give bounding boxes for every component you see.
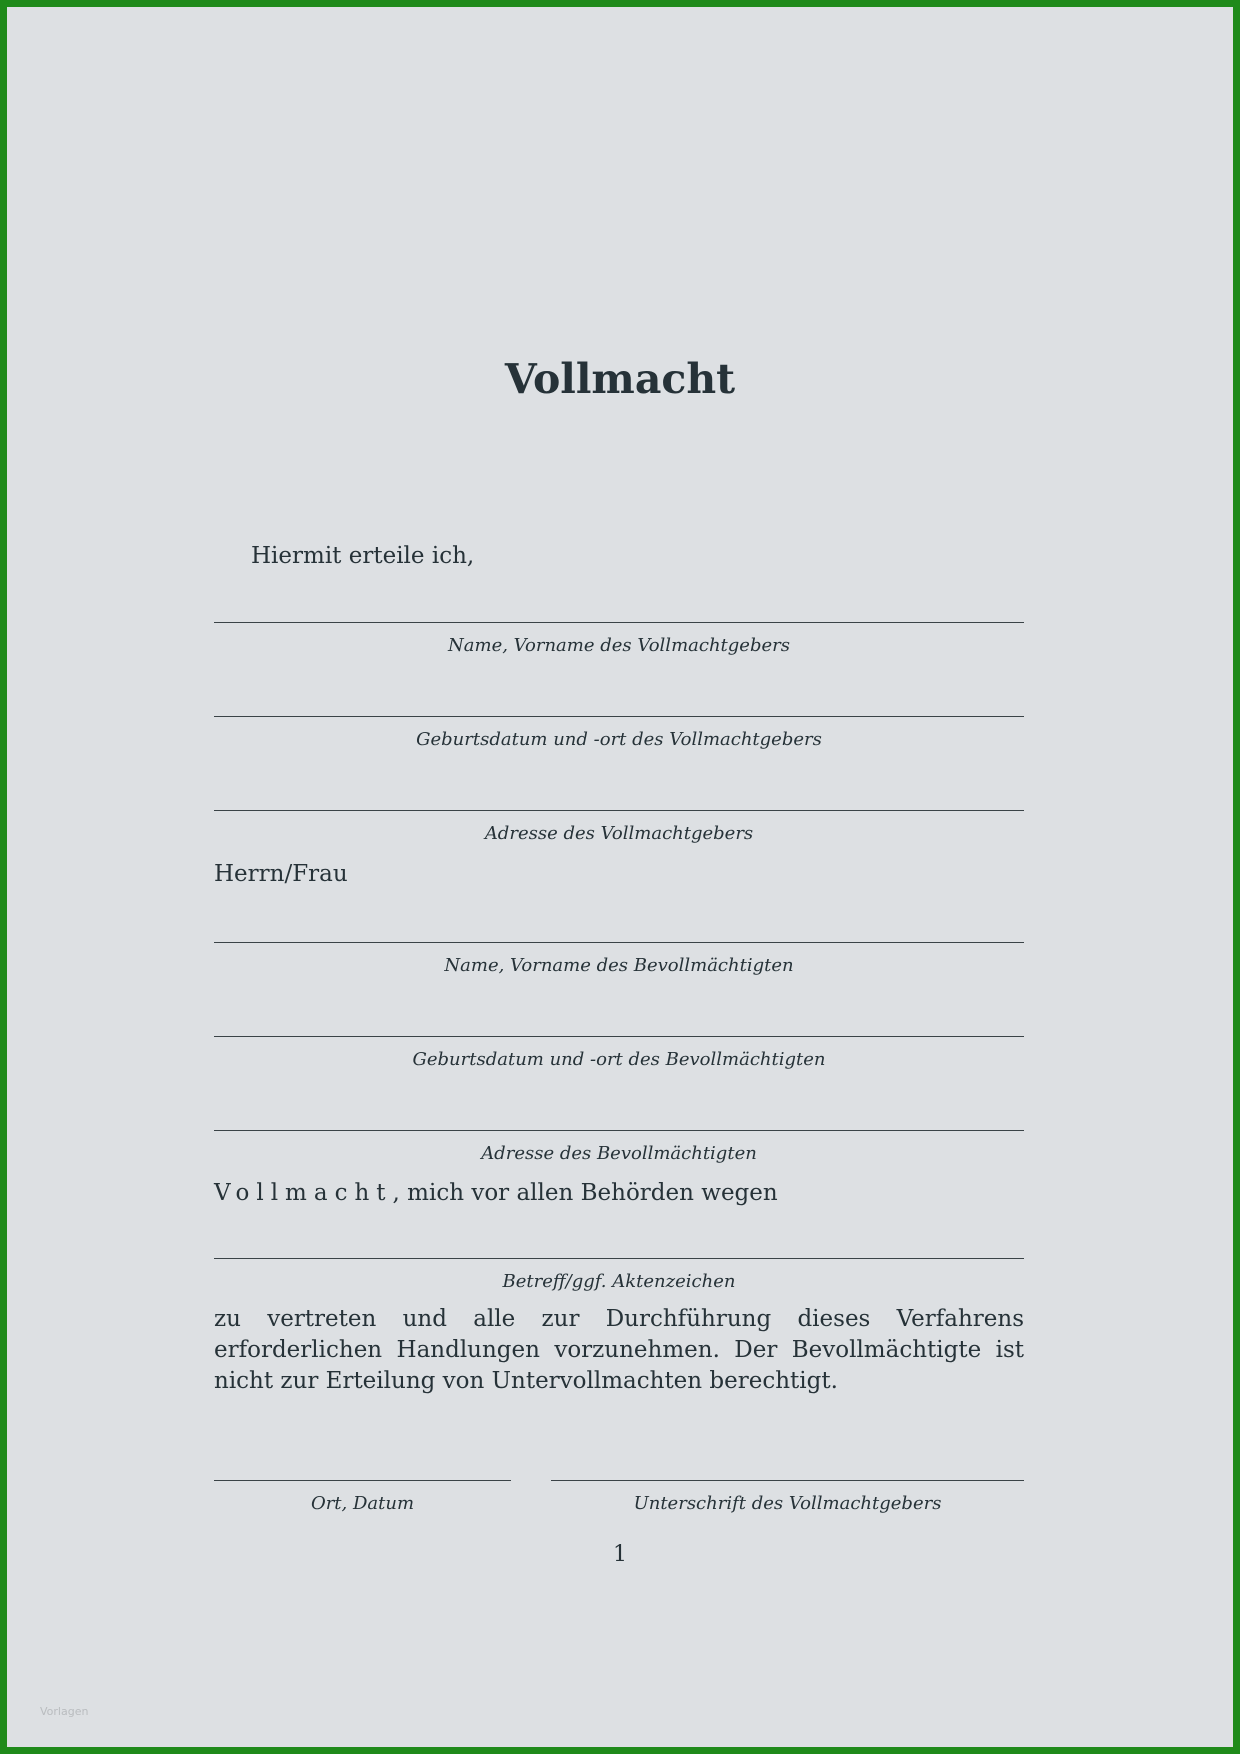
- grantor-name-line[interactable]: [214, 622, 1024, 623]
- attorney-birth-caption: Geburtsdatum und -ort des Bevollmächtigten: [412, 1049, 826, 1070]
- place-date-caption: Ort, Datum: [310, 1493, 415, 1514]
- grant-word: Vollmacht: [214, 1180, 393, 1206]
- subject-caption: Betreff/ggf. Aktenzeichen: [502, 1271, 736, 1292]
- attorney-address-line[interactable]: [214, 1130, 1024, 1131]
- signature-caption: Unterschrift des Vollmachtgebers: [633, 1493, 942, 1514]
- grantor-address-line[interactable]: [214, 810, 1024, 811]
- recipient-label: Herrn/Frau: [214, 861, 348, 887]
- grantor-birth-caption: Geburtsdatum und -ort des Vollmachtgebers: [416, 729, 822, 750]
- signature-line[interactable]: [551, 1480, 1024, 1481]
- grant-rest: , mich vor allen Behörden wegen: [392, 1180, 778, 1206]
- grantor-address-caption: Adresse des Vollmachtgebers: [484, 823, 754, 844]
- grant-sentence: [214, 1182, 778, 1205]
- grantor-name-caption: Name, Vorname des Vollmachtgebers: [448, 635, 790, 656]
- page-number: 1: [613, 1542, 627, 1567]
- body-paragraph: zu vertreten und alle zur Durchführung dieses Verfahrens erforderlichen Handlungen vorzunehmen. Der Bevollmächtigte ist nicht zur Erteilung von Untervollmachten berechtigt.: [214, 1306, 1024, 1394]
- intro-text: Hiermit erteile ich,: [251, 543, 475, 569]
- attorney-address-caption: Adresse des Bevollmächtigten: [481, 1143, 757, 1164]
- document-page: [7, 7, 1233, 1747]
- grantor-birth-line[interactable]: [214, 716, 1024, 717]
- watermark-text: Vorlagen: [40, 1705, 89, 1718]
- place-date-line[interactable]: [214, 1480, 511, 1481]
- document-title: Vollmacht: [504, 355, 736, 403]
- attorney-name-line[interactable]: [214, 942, 1024, 943]
- subject-line[interactable]: [214, 1258, 1024, 1259]
- attorney-name-caption: Name, Vorname des Bevollmächtigten: [444, 955, 794, 976]
- attorney-birth-line[interactable]: [214, 1036, 1024, 1037]
